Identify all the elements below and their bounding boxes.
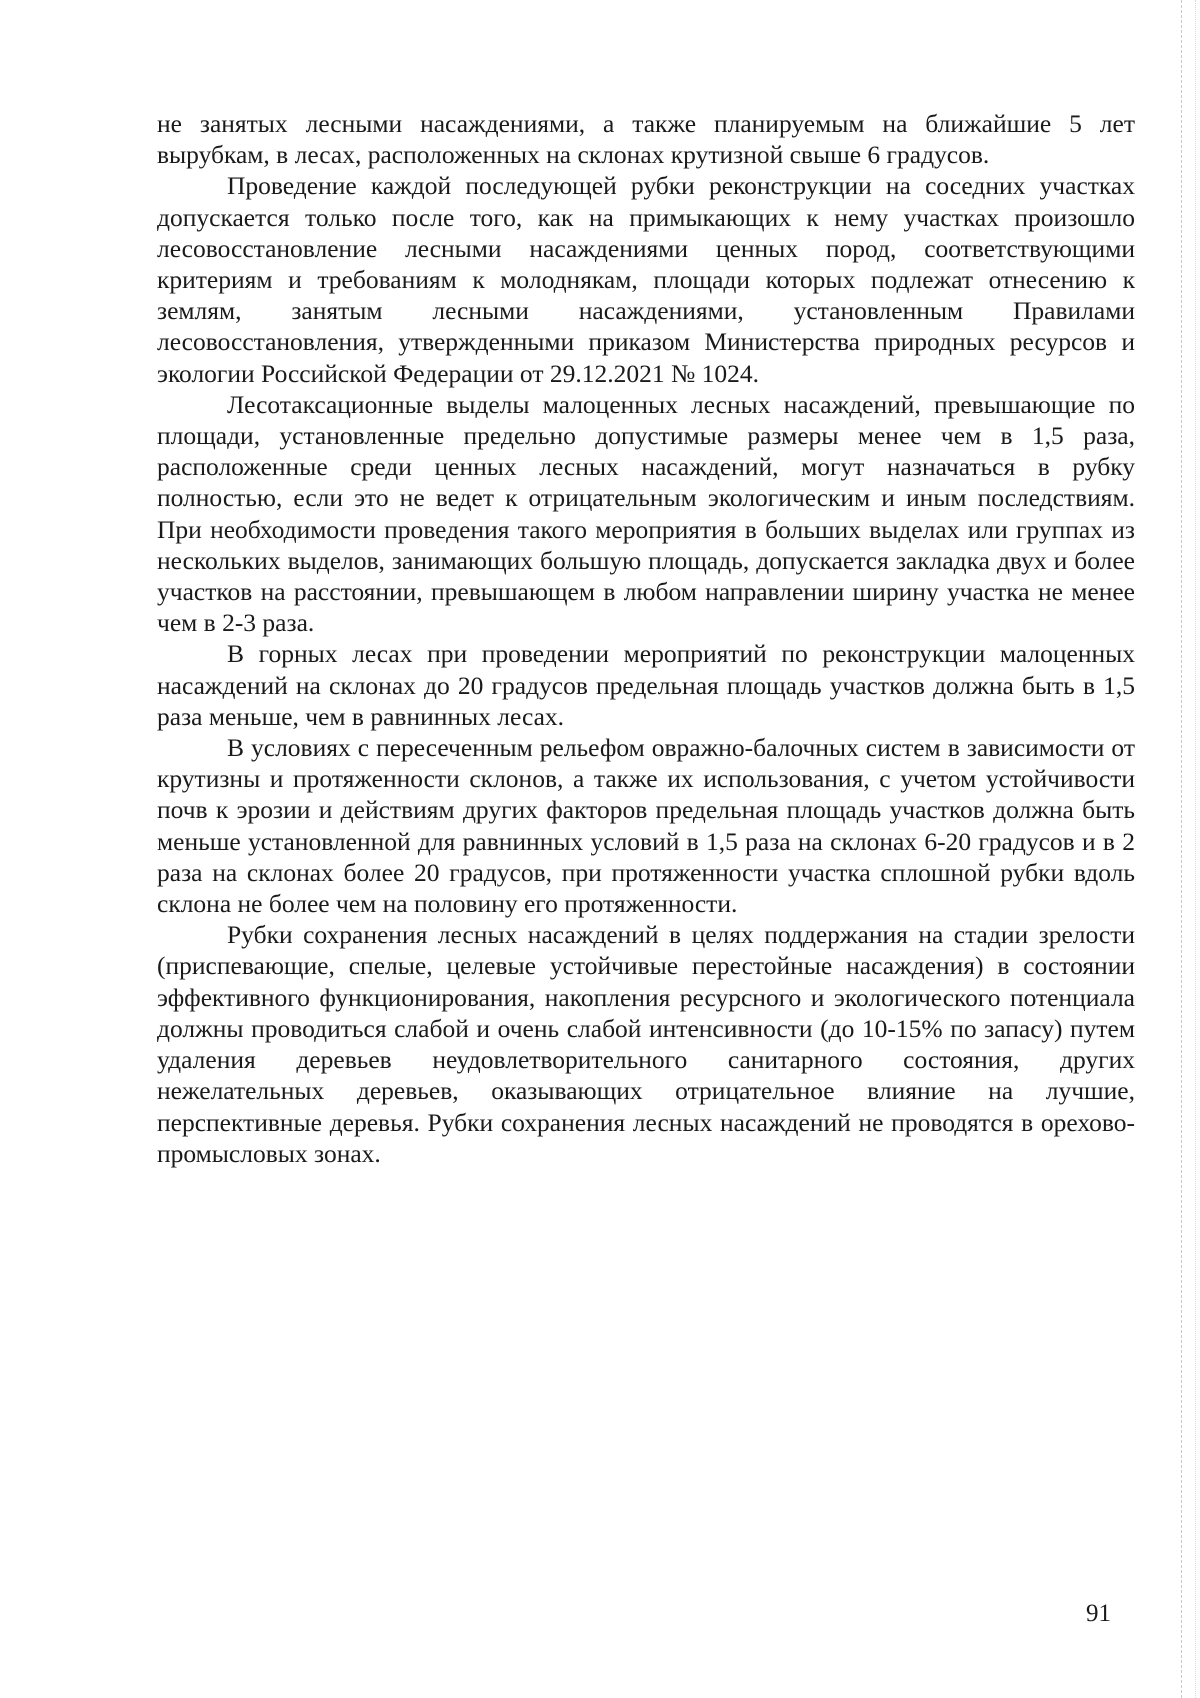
scan-edge-line-outer [1195, 0, 1196, 1698]
paragraph-continuation: не занятых лесными насаждениями, а также планируемым на ближайшие 5 лет вырубкам, в лесах, расположенных на склонах крутизной свыше 6 градусов. [157, 109, 1135, 170]
page-number: 91 [1086, 1600, 1111, 1627]
paragraph-low-value-stands: Лесотаксационные выделы малоценных лесных насаждений, превышающие по площади, установленные предельно допустимые размеры менее чем в 1,5 раза, расположенные среди ценных лесных насаждений, могут назначаться в рубку полностью, если это не ведет к отрицательным экологическим и иным последствиям. При необходимости проведения такого мероприятия в больших выделах или группах из нескольких выделов, занимающих большую площадь, допускается закладка двух и более участков на расстоянии, превышающем в любом направлении ширину участка не менее чем в 2-3 раза. [157, 389, 1135, 638]
paragraph-conservation-cuttings: Рубки сохранения лесных насаждений в целях поддержания на стадии зрелости (приспевающие, спелые, целевые устойчивые перестойные насаждения) в состоянии эффективного функционирования, накопления ресурсного и экологического потенциала должны проводиться слабой и очень слабой интенсивности (до 10-15% по запасу) путем удаления деревьев неудовлетворительного санитарного состояния, других нежелательных деревьев, оказывающих отрицательное влияние на лучшие, перспективные деревья. Рубки сохранения лесных насаждений не проводятся в орехово-промысловых зонах. [157, 920, 1135, 1168]
paragraph-reconstruction-sequence: Проведение каждой последующей рубки реконструкции на соседних участках допускается только после того, как на примыкающих к нему участках произошло лесовосстановление лесными насаждениями ценных пород, соответствующими критериям и требованиям к молоднякам, площади которых подлежат отнесению к землям, занятым лесными насаждениями, установленным Правилами лесовосстановления, утвержденными приказом Министерства природных ресурсов и экологии Российской Федерации от 29.12.2021 № 1024. [157, 171, 1135, 388]
paragraph-mountain-forests: В горных лесах при проведении мероприятий по реконструкции малоценных насаждений на склонах до 20 градусов предельная площадь участков должна быть в 1,5 раза меньше, чем в равнинных лесах. [157, 639, 1135, 731]
document-body [157, 108, 1135, 1169]
scan-edge-line [1181, 0, 1182, 1698]
paragraph-ravine-terrain: В условиях с пересеченным рельефом овражно-балочных систем в зависимости от крутизны и протяженности склонов, а также их использования, с учетом устойчивости почв к эрозии и действиям других факторов предельная площадь участков должна быть меньше установленной для равнинных условий в 1,5 раза на склонах 6-20 градусов и в 2 раза на склонах более 20 градусов, при протяженности участка сплошной рубки вдоль склона не более чем на половину его протяженности. [157, 733, 1135, 919]
